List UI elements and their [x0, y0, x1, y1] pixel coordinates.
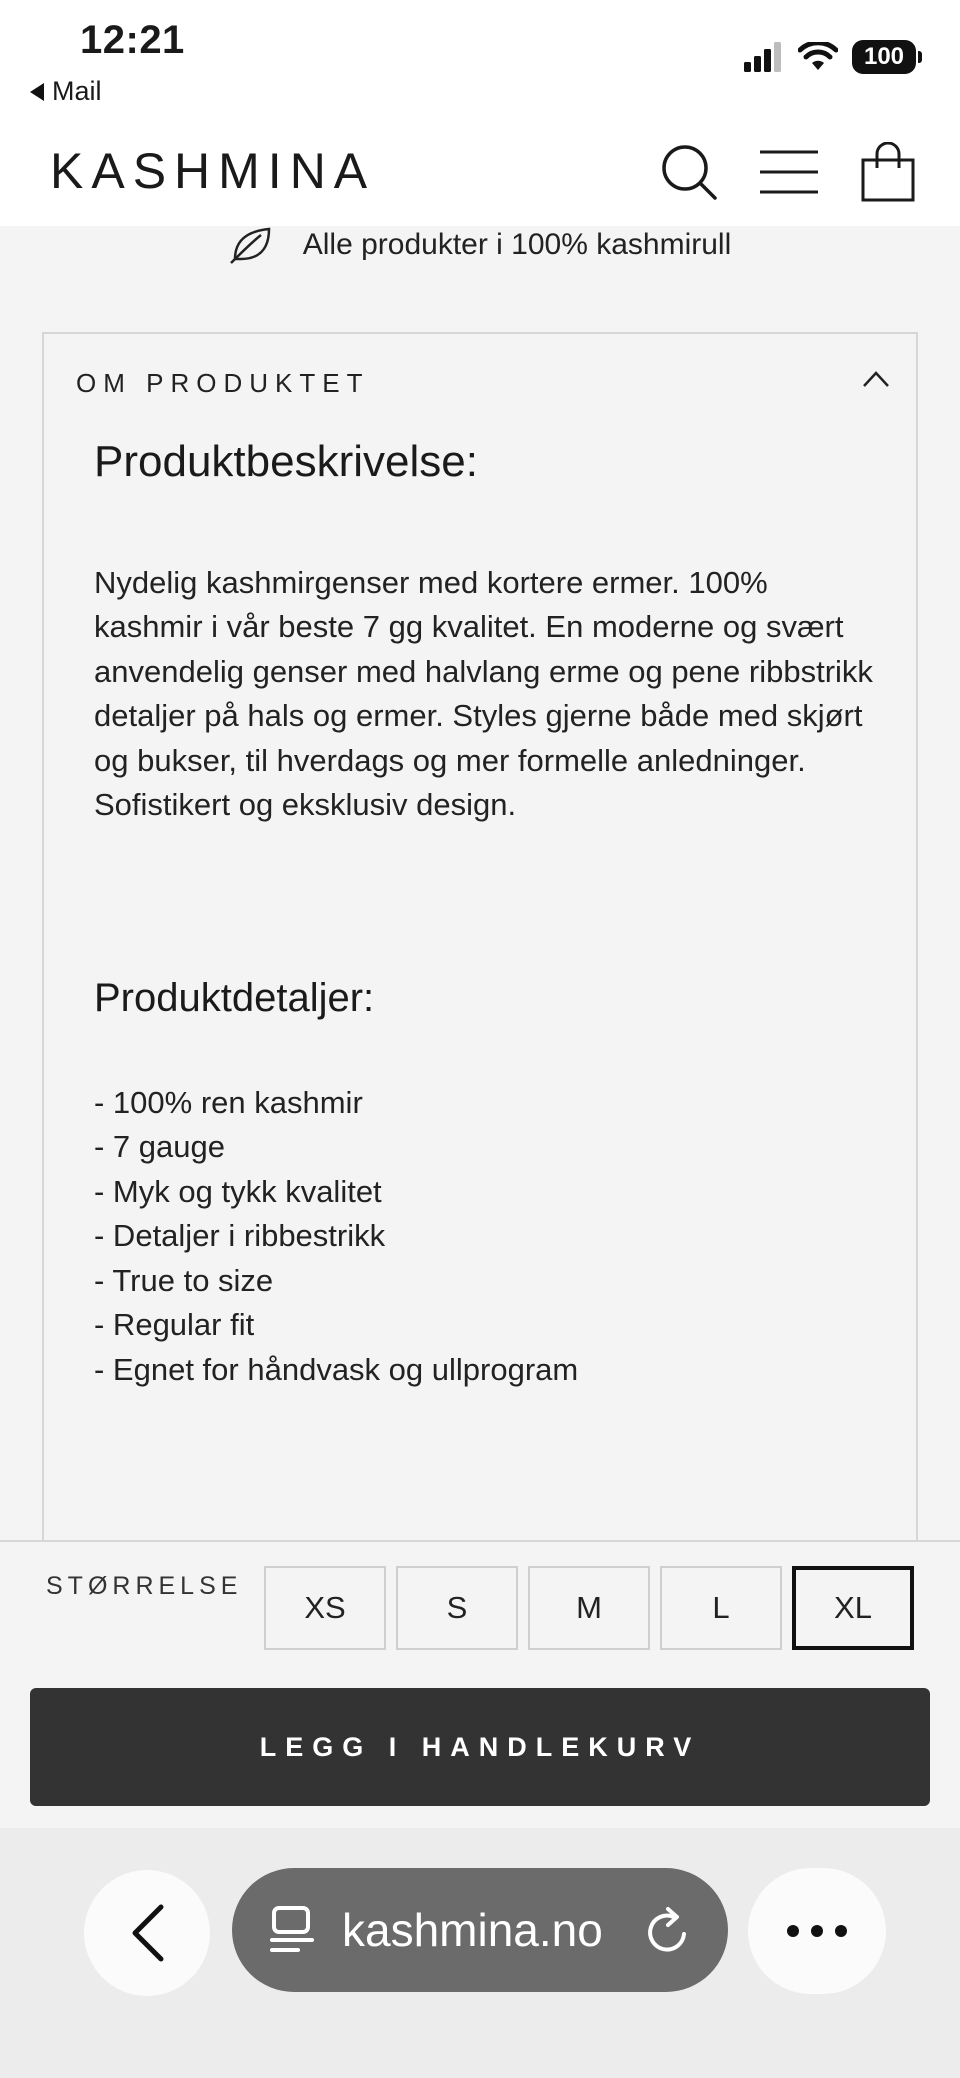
battery-level: 100 [863, 43, 905, 70]
status-bar [0, 0, 960, 120]
back-triangle-icon [30, 83, 44, 101]
promo-banner [0, 220, 960, 270]
size-options [264, 1566, 914, 1650]
browser-more-button[interactable] [748, 1868, 886, 1994]
product-details-list [94, 1081, 884, 1393]
list-item: - Myk og tykk kvalitet [94, 1173, 382, 1209]
list-item: - Egnet for håndvask og ullprogram [94, 1351, 579, 1387]
description-heading: Produktbeskrivelse: [94, 437, 478, 486]
chevron-up-icon[interactable] [862, 370, 890, 388]
size-label: STØRRELSE [46, 1572, 243, 1600]
site-header [0, 120, 960, 226]
leaf-icon [229, 225, 273, 265]
reload-icon[interactable] [644, 1904, 692, 1956]
promo-text: Alle produkter i 100% kashmirull [302, 228, 732, 261]
more-icon [786, 1924, 848, 1938]
browser-back-button[interactable] [84, 1870, 210, 1996]
menu-icon[interactable] [758, 149, 820, 195]
size-option-l[interactable]: L [660, 1566, 782, 1650]
list-item: - 100% ren kashmir [94, 1084, 363, 1120]
list-item: - Regular fit [94, 1307, 255, 1343]
kashmina-logo[interactable]: KASHMINA [50, 143, 376, 199]
search-icon[interactable] [660, 143, 718, 201]
header-icons [660, 142, 916, 202]
tabs-icon[interactable] [268, 1904, 316, 1956]
status-icons [744, 40, 916, 74]
signal-icon [744, 42, 784, 72]
status-time: 12:21 [80, 18, 185, 62]
battery-icon [852, 40, 916, 74]
url-text[interactable]: kashmina.no [342, 1904, 603, 1956]
accordion-body [94, 436, 884, 1392]
product-info-accordion [42, 332, 918, 1572]
product-description: Nydelig kashmirgenser med kortere ermer. 100% kashmir i vår beste 7 gg kvalitet. En moderne og svært anvendelig genser med halvlang erme og pene ribbstrikk detaljer på hals og ermer. Styles gjerne både med skjørt og bukser, til hverdags og mer formelle anledninger. Sofistikert og eksklusiv design. [94, 564, 873, 823]
list-item: - Detaljer i ribbestrikk [94, 1218, 386, 1254]
add-to-cart-button[interactable]: LEGG I HANDLEKURV [30, 1688, 930, 1806]
size-option-s[interactable]: S [396, 1566, 518, 1650]
wifi-icon [798, 42, 838, 72]
list-item: - True to size [94, 1262, 274, 1298]
purchase-bar [0, 1540, 960, 1828]
list-item: - 7 gauge [94, 1129, 225, 1165]
size-option-m[interactable]: M [528, 1566, 650, 1650]
size-option-xl[interactable]: XL [792, 1566, 914, 1650]
browser-toolbar [0, 1828, 960, 2078]
back-icon [129, 1903, 165, 1963]
size-option-xs[interactable]: XS [264, 1566, 386, 1650]
back-app-label: Mail [52, 76, 102, 106]
accordion-title[interactable]: OM PRODUKTET [76, 368, 370, 398]
back-to-mail[interactable] [30, 76, 102, 107]
address-bar[interactable] [232, 1868, 728, 1992]
shopping-bag-icon[interactable] [860, 142, 916, 202]
details-heading: Produktdetaljer: [94, 975, 375, 1020]
